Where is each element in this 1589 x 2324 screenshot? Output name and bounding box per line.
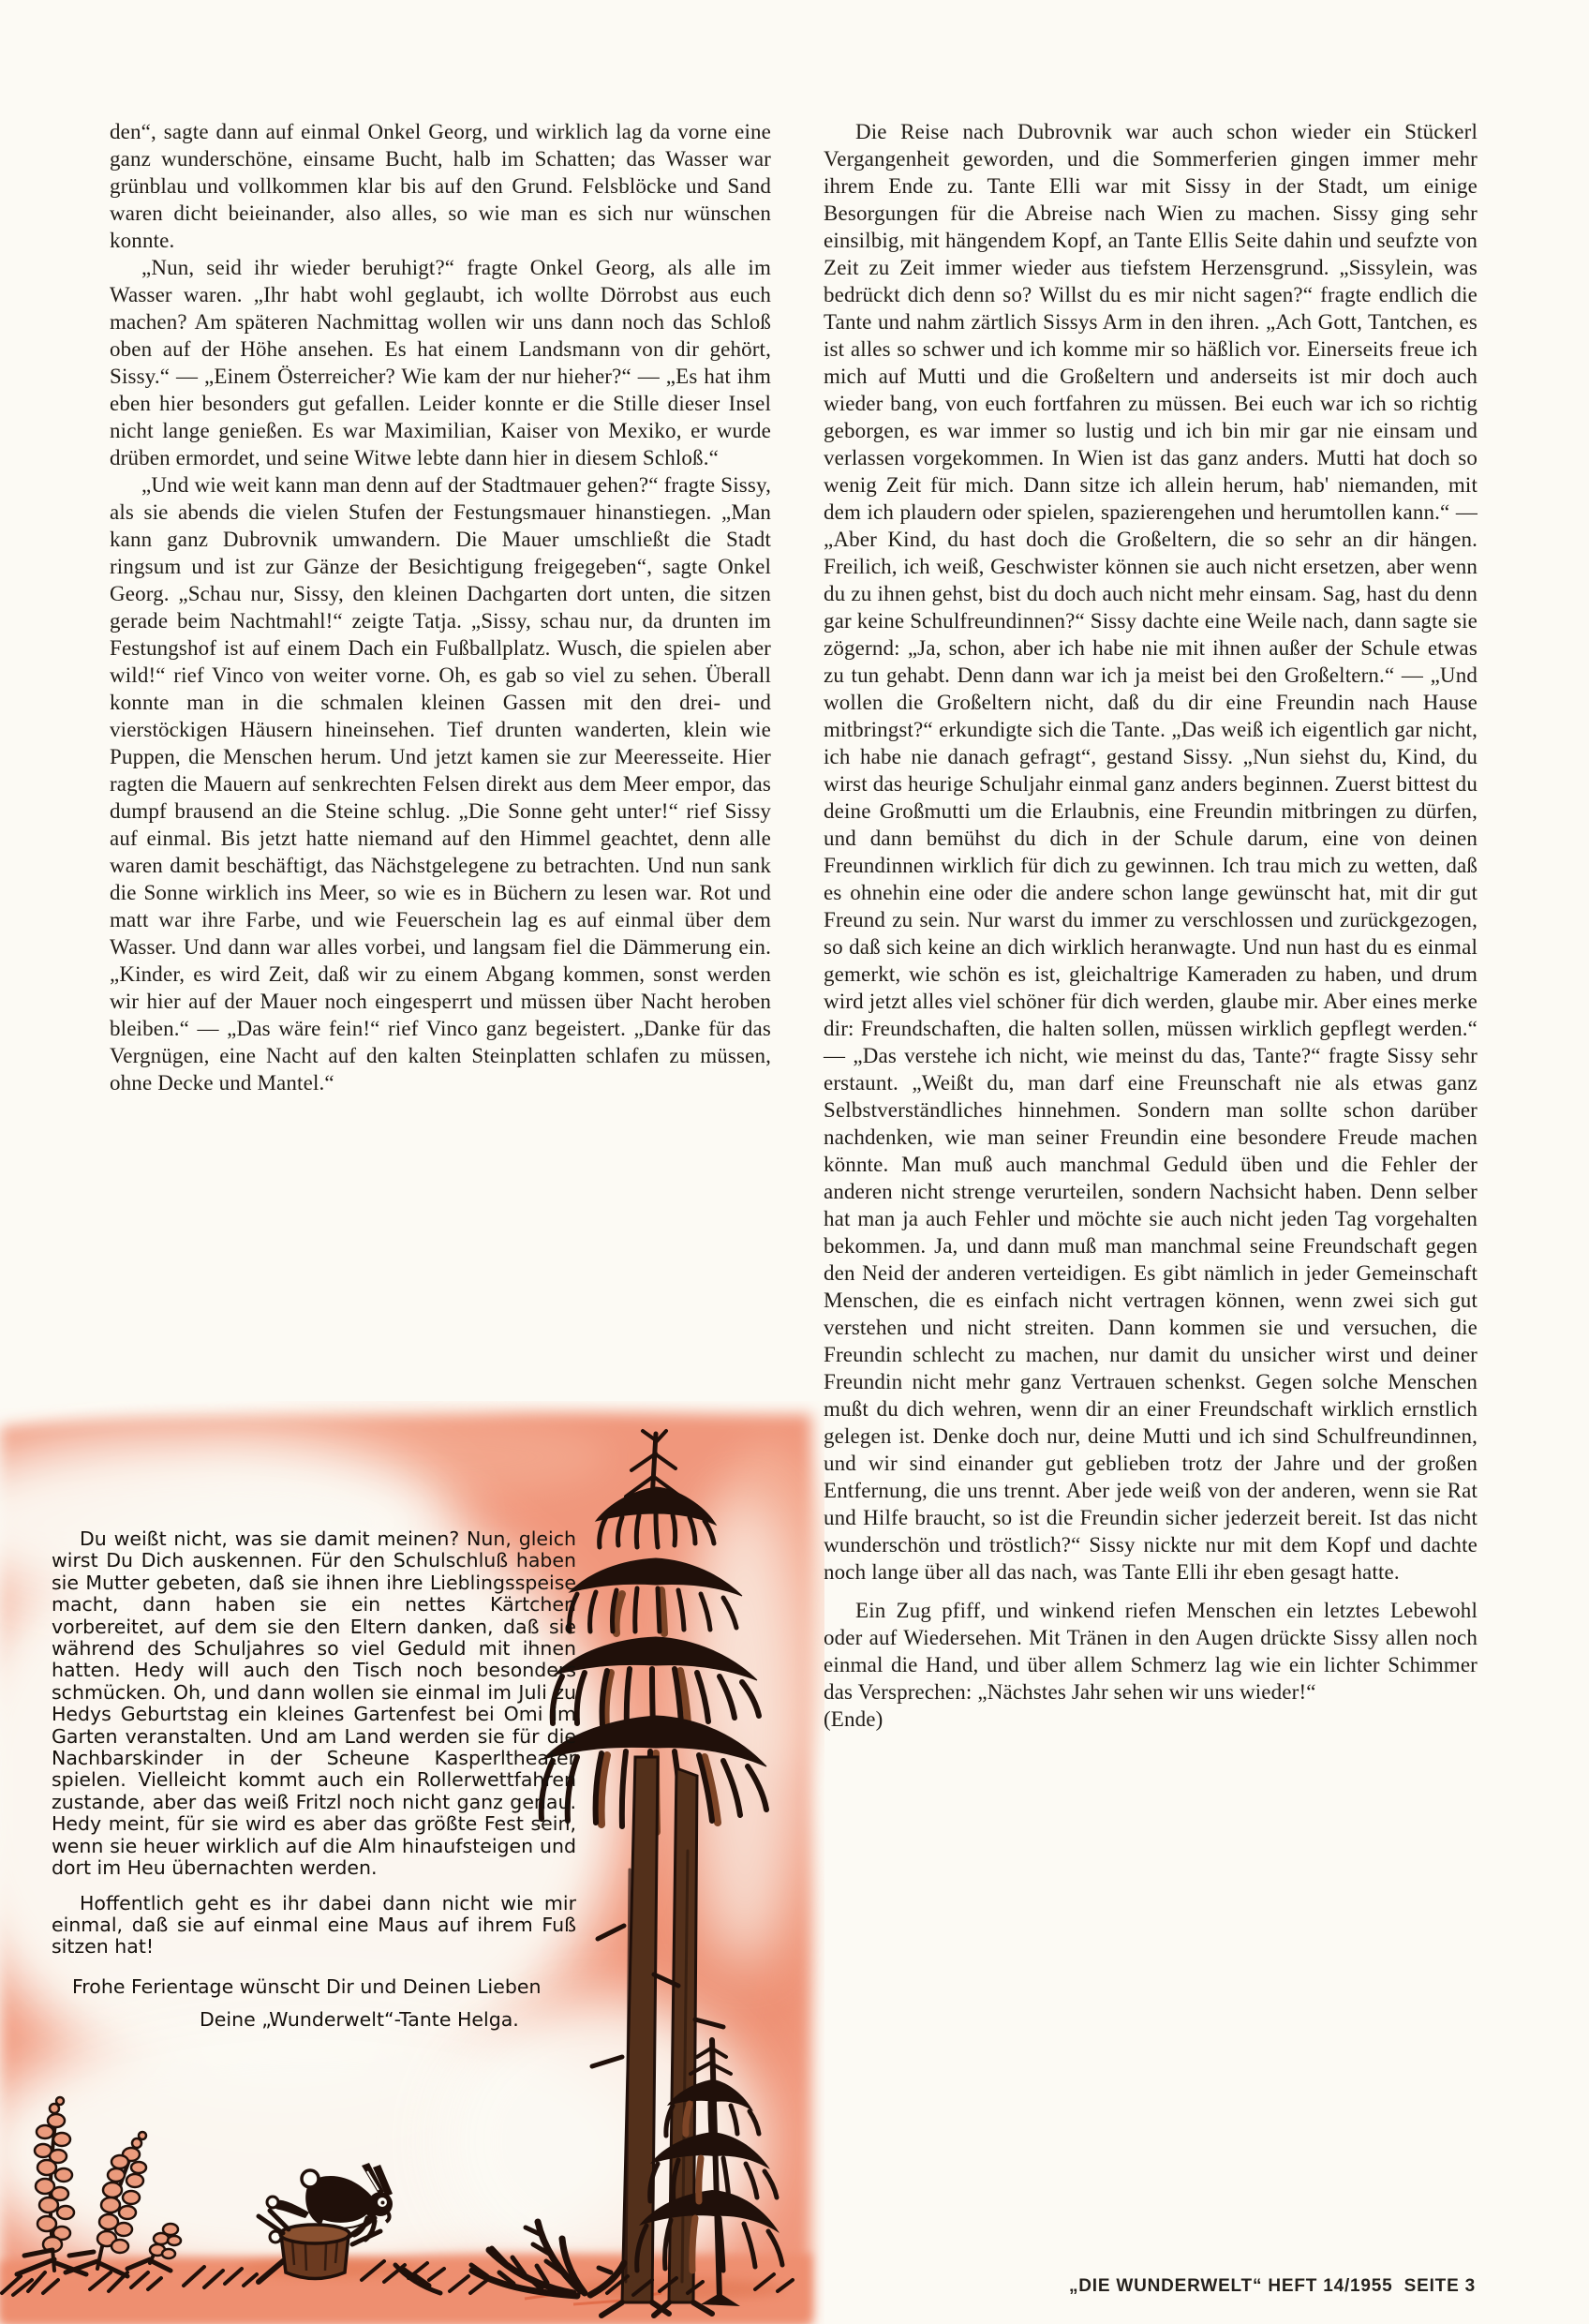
story-column-right bbox=[824, 118, 1478, 1733]
letter-signature: Deine „Wunderwelt“-Tante Helga. bbox=[200, 2008, 519, 2032]
story-paragraph: „Und wie weit kann man denn auf der Stadtmauer gehen?“ fragte Sissy, als sie abends die vielen Stufen der Festungsmauer hinanstiegen. „Man kann ganz Dubrovnik umwandern. Die Mauer umschließt die Stadt ringsum und ist zur Gänze der Besichtigung freigegeben“, sagte Onkel Georg. „Schau nur, Sissy, den kleinen Dachgarten dort unten, die sitzen gerade beim Nachtmahl!“ zeigte Tatja. „Sissy, schau nur, da drunten im Festungshof ist auf einem Dach ein Fußballplatz. Wusch, die spielen aber wild!“ rief Vinco von weiter vorne. Oh, es gab so viel zu sehen. Überall konnte man in die schmalen kleinen Gassen mit den drei- und vierstöckigen Häusern hineinsehen. Tief drunten wanderten, klein wie Puppen, die Menschen herum. Und jetzt kamen sie zur Meeresseite. Hier ragten die Mauern auf senkrechten Felsen direkt aus dem Meer empor, das dumpf brausend an die Steine schlug. „Die Sonne geht unter!“ rief Sissy auf einmal. Bis jetzt hatte niemand auf den Himmel geachtet, denn alle waren damit beschäftigt, das Nächstgelegene zu betrachten. Und nun sank die Sonne wirklich ins Meer, so wie es in Büchern zu lesen war. Rot und matt war ihre Farbe, und wie Feuerschein lag es auf einmal über dem Wasser. Und dann war alles vorbei, und langsam fiel die Dämmerung ein. „Kinder, es wird Zeit, daß wir zu einem Abgang kommen, sonst werden wir hier auf der Mauer noch eingesperrt und müssen über Nacht heroben bleiben.“ — „Das wäre fein!“ rief Vinco ganz begeistert. „Danke für das Vergnügen, eine Nacht auf den kalten Steinplatten schlafen zu müssen, ohne Decke und Mantel.“ bbox=[110, 473, 771, 1095]
rabbit-paw bbox=[267, 2197, 278, 2208]
letter-panel-text bbox=[52, 1528, 576, 2032]
rabbit-tail bbox=[302, 2170, 319, 2187]
letter-closing-line: Frohe Ferientage wünscht Dir und Deinen Lieben bbox=[72, 1974, 542, 1998]
story-paragraph: Ein Zug pfiff, und winkend riefen Menschen ein letztes Lebewohl oder auf Wiedersehen. Mit Tränen in den Augen drückte Sissy allen noch einmal die Hand, und über allem Schmerz lag wie ein lichter Schimmer das Versprechen: „Nächstes Jahr sehen wir uns wieder!“ bbox=[824, 1599, 1478, 1704]
page-footer: „DIE WUNDERWELT“ HEFT 14/1955 SEITE 3 bbox=[1068, 2276, 1476, 2296]
story-paragraph: den“, sagte dann auf einmal Onkel Georg, und wirklich lag da vorne eine ganz wunderschöne, einsame Bucht, halb im Schatten; das Wasser war grünblau und vollkommen klar bis auf den Grund. Felsblöcke und Sand waren dicht beieinander, also alles, so wie man es sich nur wünschen konnte. bbox=[110, 120, 771, 252]
story-paragraph: „Nun, seid ihr wieder beruhigt?“ fragte Onkel Georg, als alle im Wasser waren. „Ihr habt wohl geglaubt, ich wollte Dörrobst aus euch machen? Am späteren Nachmittag wollen wir uns dann noch das Schloß oben auf der Höhe ansehen. Es hat einem Landsmann von dir gehört, Sissy.“ — „Einem Österreicher? Wie kam der nur hieher?“ — „Es hat ihm eben hier besonders gut gefallen. Leider konnte er die Stille dieser Insel nicht lange genießen. Es war Maximilian, Kaiser von Mexiko, er wurde drüben ermordet, und seine Witwe lebte dann hier in diesem Schloß.“ bbox=[110, 256, 771, 469]
letter-paragraph: Hoffentlich geht es ihr dabei dann nicht wie mir einmal, daß sie auf einmal eine Maus auf ihrem Fuß sitzen hat! bbox=[52, 1891, 576, 1959]
story-end-mark: (Ende) bbox=[824, 1707, 884, 1731]
stump-top bbox=[280, 2225, 349, 2243]
story-paragraph: Die Reise nach Dubrovnik war auch schon wieder ein Stückerl Vergangenheit geworden, und die Sommerferien gingen immer mehr ihrem Ende zu. Tante Elli war mit Sissy in der Stadt, um einige Besorgungen für die Abreise nach Wien zu machen. Sissy ging sehr einsilbig, mit hängendem Kopf, an Tante Ellis Seite dahin und seufzte von Zeit zu Zeit immer wieder aus tiefstem Herzensgrund. „Sissylein, was bedrückt dich denn so? Willst du es mir nicht sagen?“ fragte endlich die Tante und nahm zärtlich Sissys Arm in den ihren. „Ach Gott, Tantchen, es ist alles so schwer und ich komme mir so häßlich vor. Einerseits freue ich mich auf Mutti und die Großeltern und anderseits ist mir doch auch wieder bang, von euch fortfahren zu müssen. Bei euch war ich so richtig geborgen, es war immer so lustig und ich bin mir gar nie einsam und verlassen vorgekommen. In Wien ist das ganz anders. Mutti hat doch so wenig Zeit für mich. Dann sitze ich allein herum, hab' niemanden, mit dem ich plaudern oder spielen, spazierengehen und herumtollen kann.“ — „Aber Kind, du hast doch die Großeltern, die so sehr an dir hängen. Freilich, ich weiß, Geschwister können sie auch nicht ersetzen, aber wenn du zu ihnen gehst, bist du doch auch nicht mehr einsam. Sag, hast du denn gar keine Schulfreundinnen?“ Sissy dachte eine Weile nach, dann sagte sie zögernd: „Ja, schon, aber ich habe nie mit ihnen außer der Schule etwas zu tun gehabt. Denn dann war ich ja meist bei den Großeltern.“ — „Und wollen die Großeltern nicht, daß du dir eine Freundin nach Hause mitbringst?“ erkundigte sich die Tante. „Das weiß ich eigentlich gar nicht, ich habe nie danach gefragt“, gestand Sissy. „Nun siehst du, Kind, du wirst das heurige Schuljahr einmal ganz anders beginnen. Zuerst bittest du deine Großmutti um die Erlaubnis, eine Freundin mitbringen zu dürfen, und dann bemühst du dich in der Schule darum, eine von deinen Freundinnen wirklich für dich zu gewinnen. Ich trau mich zu wetten, daß es ohnehin eine oder die andere schon lange gewünscht hat, mit dir gut Freund zu sein. Nur warst du immer zu verschlossen und zurückgezogen, so daß sich keine an dich wirklich heranwagte. Und nun hast du es einmal gemerkt, wie schön es ist, gleichaltrige Kameraden zu haben, und drum wird jetzt alles viel schöner für dich werden, glaube mir. Aber eines merke dir: Freundschaften, die halten sollen, müssen wirklich gepflegt werden.“ — „Das verstehe ich nicht, wie meinst du das, Tante?“ fragte Sissy sehr erstaunt. „Weißt du, man darf eine Freunschaft nie als etwas ganz Selbstverständliches hinnehmen. Sondern man sollte schon darüber nachdenken, wie man seiner Freundin eine besondere Freude machen könnte. Man muß auch manchmal Geduld üben und die Fehler der anderen nicht strenge verurteilen, sondern Nachsicht haben. Denn selber hat man ja auch Fehler und möchte sie auch nicht jeden Tag vorgehalten bekommen. Ja, und dann muß man manchmal seine Freundschaft gegen den Neid der anderen verteidigen. Es gibt nämlich in jeder Gemeinschaft Menschen, die es einfach nicht vertragen können, wenn zwei sich gut verstehen und nicht streiten. Dann kommen sie und versuchen, die Freundin schlecht zu machen, nur damit du unsicher wirst und deiner Freundin nicht mehr ganz Vertrauen schenkst. Gegen solche Menschen mußt du dich wehren, wenn dir an einer Freundschaft wirklich ernstlich gelegen ist. Denke doch nur, deine Mutti und ich sind Schulfreundinnen, und wir sind einander gut geblieben trotz der Jahre und der großen Entfernung, die uns trennt. Aber jede weiß von der anderen, wenn sie Rat und Hilfe braucht, so ist die Freundin sicher jederzeit bereit. Ist das nicht wunderschön und tröstlich?“ Sissy nickte nur mit dem Kopf und dachte noch lange über all das nach, was Tante Elli ihr eben gesagt hatte. bbox=[824, 120, 1478, 1584]
story-column-left bbox=[110, 118, 771, 1096]
rabbit-pupil bbox=[381, 2201, 385, 2205]
letter-paragraph: Du weißt nicht, was sie damit meinen? Nun, gleich wirst Du Dich auskennen. Für den Schulschluß haben sie Mutter gebeten, daß sie ihnen ihre Lieblingsspeise macht, dann haben sie ein nettes Kärtchen vorbereitet, auf dem sie den Eltern danken, daß sie während des Schuljahres so viel Geduld mit ihnen hatten. Hedy will auch den Tisch noch besonders schmücken. Oh, und dann wollen sie einmal im Juli zu Hedys Geburtstag ein kleines Gartenfest bei Omi im Garten veranstalten. Und am Land werden sie für die Nachbarskinder in der Scheune Kasperltheater spielen. Vielleicht kommt auch ein Rollerwettfahren zustande, aber das weiß Fritzl noch nicht ganz genau. Hedy meint, für sie wird es aber das größte Fest sein, wenn sie heuer wirklich auf die Alm hinaufsteigen und dort im Heu übernachten werden. bbox=[52, 1527, 576, 1880]
